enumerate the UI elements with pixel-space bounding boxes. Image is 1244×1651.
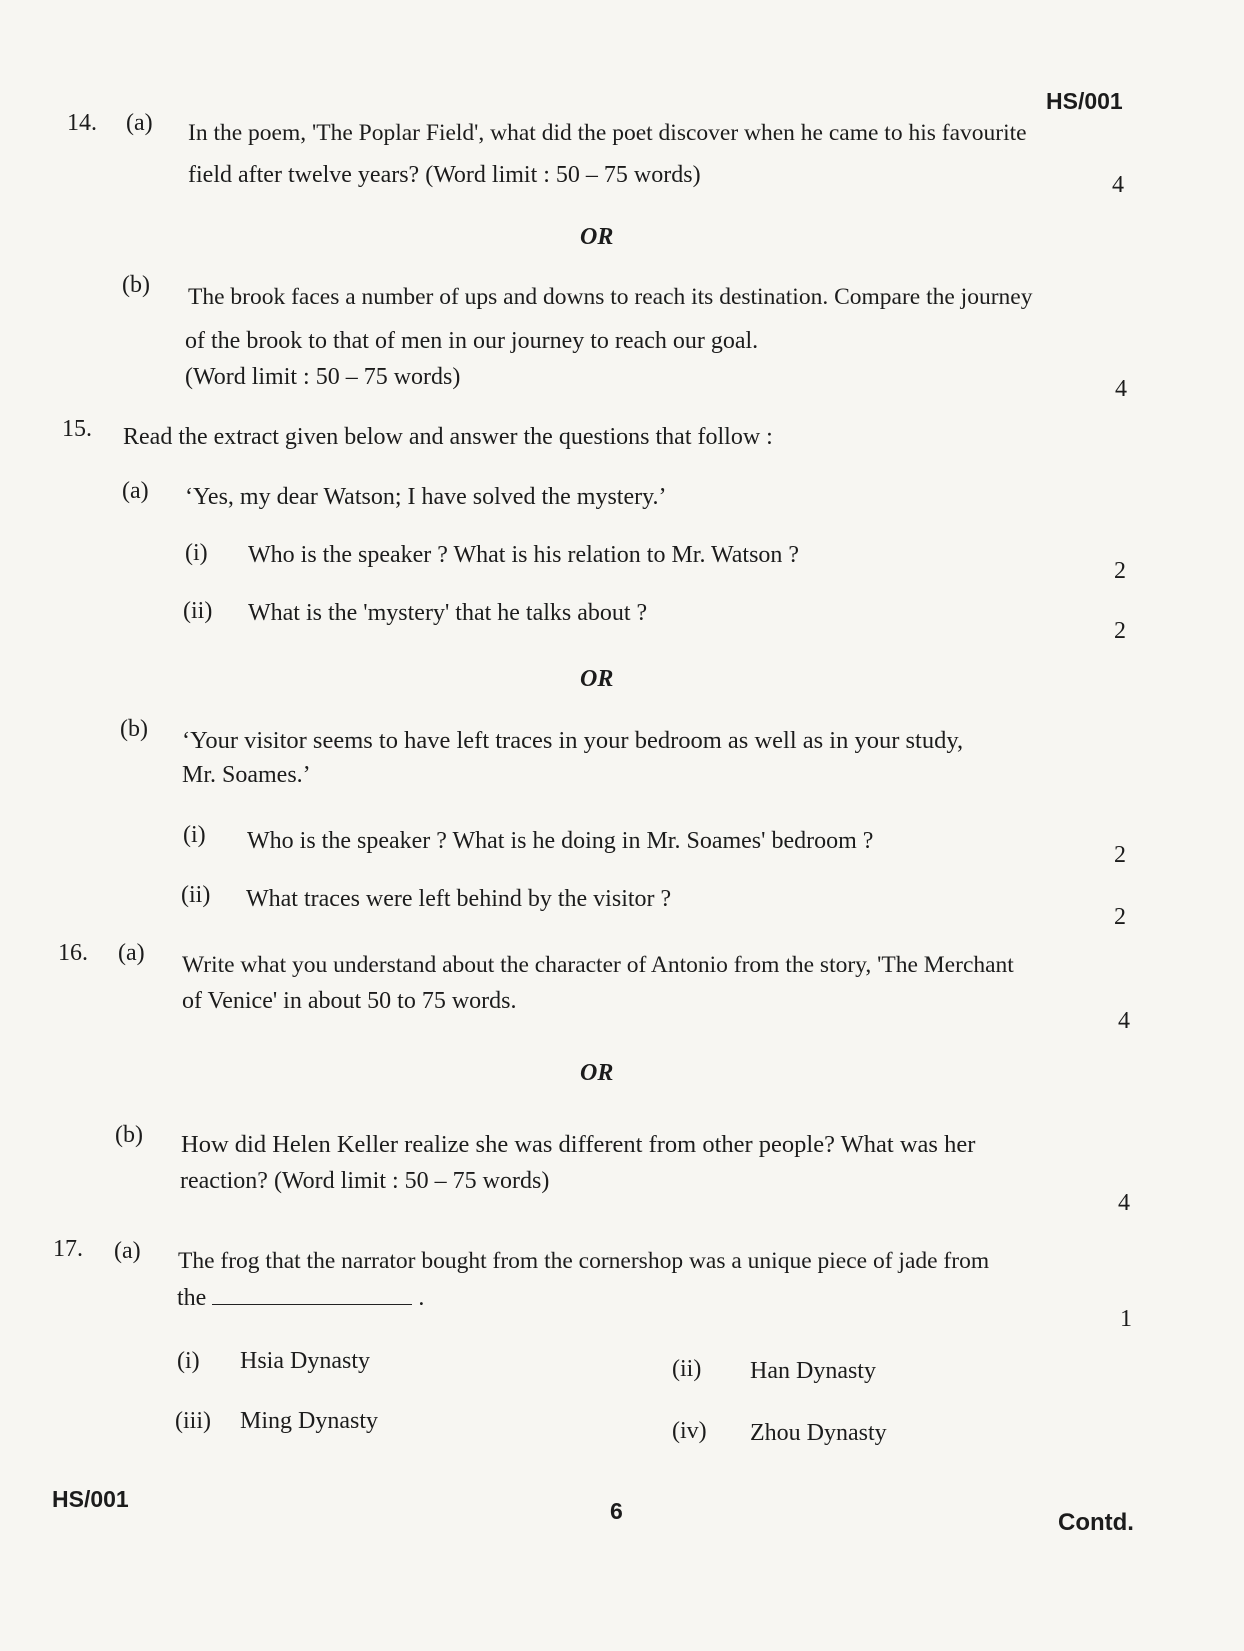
q15b-i-text: Who is the speaker ? What is he doing in Mr. Soames' bedroom ? <box>247 828 874 854</box>
contd-label: Contd. <box>1058 1509 1134 1536</box>
q15-or: OR <box>580 666 614 692</box>
q15b-quote-line1: ‘Your visitor seems to have left traces in your bedroom as well as in your study, <box>182 727 964 754</box>
q14-or: OR <box>580 224 614 250</box>
q16a-marks: 4 <box>1118 1008 1130 1034</box>
q15b-ii-text: What traces were left behind by the visitor ? <box>246 886 672 912</box>
option-iv-label: (iv) <box>672 1418 707 1444</box>
q17a-label: (a) <box>114 1238 141 1264</box>
q14a-marks: 4 <box>1112 172 1124 198</box>
option-iii-label: (iii) <box>175 1408 211 1434</box>
q17a-line2 <box>177 1282 424 1313</box>
q14b-line2: of the brook to that of men in our journey to reach our goal. <box>185 328 759 354</box>
q16a-label: (a) <box>118 940 145 966</box>
q15-number: 15. <box>62 416 92 442</box>
q17a-line2-suffix: . <box>418 1285 425 1311</box>
q15a-i-text: Who is the speaker ? What is his relation to Mr. Watson ? <box>248 542 800 568</box>
footer-code: HS/001 <box>52 1486 129 1512</box>
q14b-label: (b) <box>122 272 150 298</box>
header-code: HS/001 <box>1046 88 1123 114</box>
q14-number: 14. <box>67 110 97 136</box>
q14a-line2: field after twelve years? (Word limit : 50 – 75 words) <box>188 162 701 188</box>
option-ii-text: Han Dynasty <box>750 1358 876 1384</box>
q16-or: OR <box>580 1060 614 1086</box>
q17-number: 17. <box>53 1236 83 1262</box>
q16b-line2: reaction? (Word limit : 50 – 75 words) <box>180 1168 550 1194</box>
q14b-line1: The brook faces a number of ups and downs to reach its destination. Compare the journey <box>188 284 1033 310</box>
option-iii-text: Ming Dynasty <box>240 1408 378 1434</box>
q15a-ii-text: What is the 'mystery' that he talks about ? <box>248 600 648 626</box>
q16b-line1: How did Helen Keller realize she was different from other people? What was her <box>181 1131 976 1158</box>
option-ii-label: (ii) <box>672 1356 702 1382</box>
q15a-label: (a) <box>122 478 149 504</box>
q15b-label: (b) <box>120 716 148 742</box>
option-i-label: (i) <box>177 1348 200 1374</box>
page-number: 6 <box>610 1498 623 1524</box>
q15a-quote: ‘Yes, my dear Watson; I have solved the mystery.’ <box>185 484 667 510</box>
q15b-quote-line2: Mr. Soames.’ <box>182 762 311 788</box>
q16-number: 16. <box>58 940 88 966</box>
q15a-i-label: (i) <box>185 540 208 566</box>
q14a-line1: In the poem, 'The Poplar Field', what did the poet discover when he came to his favourite <box>188 120 1027 146</box>
q15-instruction: Read the extract given below and answer the questions that follow : <box>123 424 773 450</box>
q16a-line1: Write what you understand about the character of Antonio from the story, 'The Merchant <box>182 952 1014 978</box>
q15b-i-marks: 2 <box>1114 842 1126 868</box>
q15a-ii-marks: 2 <box>1114 618 1126 644</box>
q17a-marks: 1 <box>1120 1306 1132 1332</box>
q15a-i-marks: 2 <box>1114 558 1126 584</box>
q17a-line1: The frog that the narrator bought from the cornershop was a unique piece of jade from <box>178 1248 990 1274</box>
q16a-line2: of Venice' in about 50 to 75 words. <box>182 988 517 1014</box>
q15b-ii-marks: 2 <box>1114 904 1126 930</box>
q15b-i-label: (i) <box>183 822 206 848</box>
option-i-text: Hsia Dynasty <box>240 1348 370 1374</box>
q16b-marks: 4 <box>1118 1190 1130 1216</box>
q14b-marks: 4 <box>1115 376 1127 402</box>
q14a-label: (a) <box>126 110 153 136</box>
answer-blank <box>212 1282 412 1305</box>
q16b-label: (b) <box>115 1122 143 1148</box>
q15b-ii-label: (ii) <box>181 882 211 908</box>
q15a-ii-label: (ii) <box>183 598 213 624</box>
q17a-line2-prefix: the <box>177 1285 207 1311</box>
option-iv-text: Zhou Dynasty <box>750 1420 887 1446</box>
q14b-line3: (Word limit : 50 – 75 words) <box>185 364 461 390</box>
